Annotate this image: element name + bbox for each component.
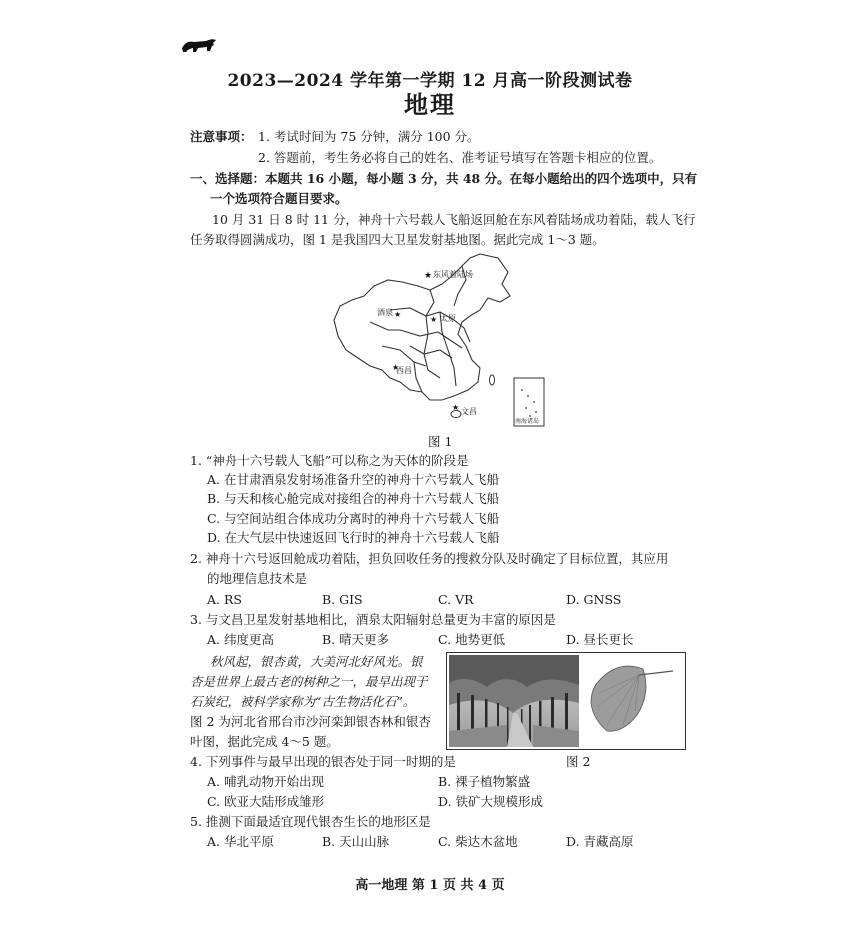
q4-option-c: C. 欧亚大陆形成雏形 [207,794,325,809]
exam-title: 2023—2024 学年第一学期 12 月高一阶段测试卷 [227,71,633,91]
map-label-dongfeng: 东风着陆场 [433,270,473,279]
q1-stem: 1. “神舟十六号载人飞船”可以称之为天体的阶段是 [190,453,469,468]
map-label-wenchang: 文昌 [461,407,477,416]
subject-title: 地理 [404,90,456,119]
ginkgo-forest-photo [447,653,685,749]
notice-label: 注意事项： [190,129,253,144]
q5-option-c: C. 柴达木盆地 [438,834,518,849]
q1-option-c: C. 与空间站组合体成功分离时的神舟十六号载人飞船 [207,511,500,526]
q2-option-a: A. RS [207,592,242,607]
map-label-inset: 南海诸岛 [515,418,540,425]
q2-option-c: C. VR [438,592,474,607]
section-heading-cont: 一个选项符合题目要求。 [210,191,348,206]
q2-option-b: B. GIS [322,592,363,607]
q3-option-d: D. 昼长更长 [566,632,634,647]
q4-stem: 4. 下列事件与最早出现的银杏处于同一时期的是 [190,754,456,769]
q4-option-d: D. 铁矿大规模形成 [438,794,544,809]
q3-option-c: C. 地势更低 [438,632,506,647]
q3-option-b: B. 晴天更多 [322,632,390,647]
map-label-taiyuan: 太原 [440,314,456,323]
q2-stem-cont: 的地理信息技术是 [207,571,308,586]
passage-2-line: 秋风起，银杏黄，大美河北好风光。银 [210,654,423,669]
q3-option-a: A. 纬度更高 [207,632,274,647]
q5-option-d: D. 青藏高原 [566,834,634,849]
notice-item-2: 2. 答题前，考生务必将自己的姓名、准考证号填写在答题卡相应的位置。 [258,150,662,165]
passage-2-line: 石炭纪，被科学家称为“古生物活化石”。 [190,694,416,709]
svg-text:★: ★ [424,271,433,281]
passage-2-line: 图 2 为河北省邢台市沙河栾卸银杏林和银杏 [190,714,431,729]
map-label-xichang: 西昌 [396,366,412,375]
q5-stem: 5. 推测下面最适宜现代银杏生长的地形区是 [190,814,431,829]
q5-option-a: A. 华北平原 [207,834,274,849]
svg-text:★: ★ [394,310,402,319]
q5-option-b: B. 天山山脉 [322,834,390,849]
publisher-logo [180,36,220,56]
passage-2-line: 杏是世界上最古老的树种之一，最早出现于 [190,674,428,689]
svg-text:★: ★ [452,403,460,412]
q2-stem: 2. 神舟十六号返回舱成功着陆，担负回收任务的搜救分队及时确定了目标位置，其应用 [190,551,669,566]
notice-item-1: 1. 考试时间为 75 分钟，满分 100 分。 [258,129,480,144]
q4-option-a: A. 哺乳动物开始出现 [207,774,324,789]
section-heading: 一、选择题：本题共 16 小题，每小题 3 分，共 48 分。在每小题给出的四个选项中，只有 [190,171,698,186]
q4-option-b: B. 裸子植物繁盛 [438,774,531,789]
figure-1-caption: 图 1 [428,434,453,449]
map-label-jiuquan: 酒泉 [377,308,393,317]
q2-option-d: D. GNSS [566,592,622,607]
q3-stem: 3. 与文昌卫星发射基地相比，酒泉太阳辐射总量更为丰富的原因是 [190,612,556,627]
q1-option-b: B. 与天和核心舱完成对接组合的神舟十六号载人飞船 [207,491,500,506]
figure-2-frame [446,652,686,750]
intro-paragraph-cont: 任务取得圆满成功，图 1 是我国四大卫星发射基地图。据此完成 1～3 题。 [190,232,605,247]
q1-option-d: D. 在大气层中快速返回飞行时的神舟十六号载人飞船 [207,530,500,545]
q1-option-a: A. 在甘肃酒泉发射场准备升空的神舟十六号载人飞船 [207,472,499,487]
svg-text:★: ★ [430,315,438,324]
figure-2-caption: 图 2 [566,754,591,769]
page-footer: 高一地理 第 1 页 共 4 页 [355,878,505,893]
passage-2-line: 叶图，据此完成 4～5 题。 [190,734,339,749]
intro-paragraph: 10 月 31 日 8 时 11 分，神舟十六号载人飞船返回舱在东风着陆场成功着陆，载人飞行 [212,212,696,227]
svg-text:★: ★ [392,363,400,372]
